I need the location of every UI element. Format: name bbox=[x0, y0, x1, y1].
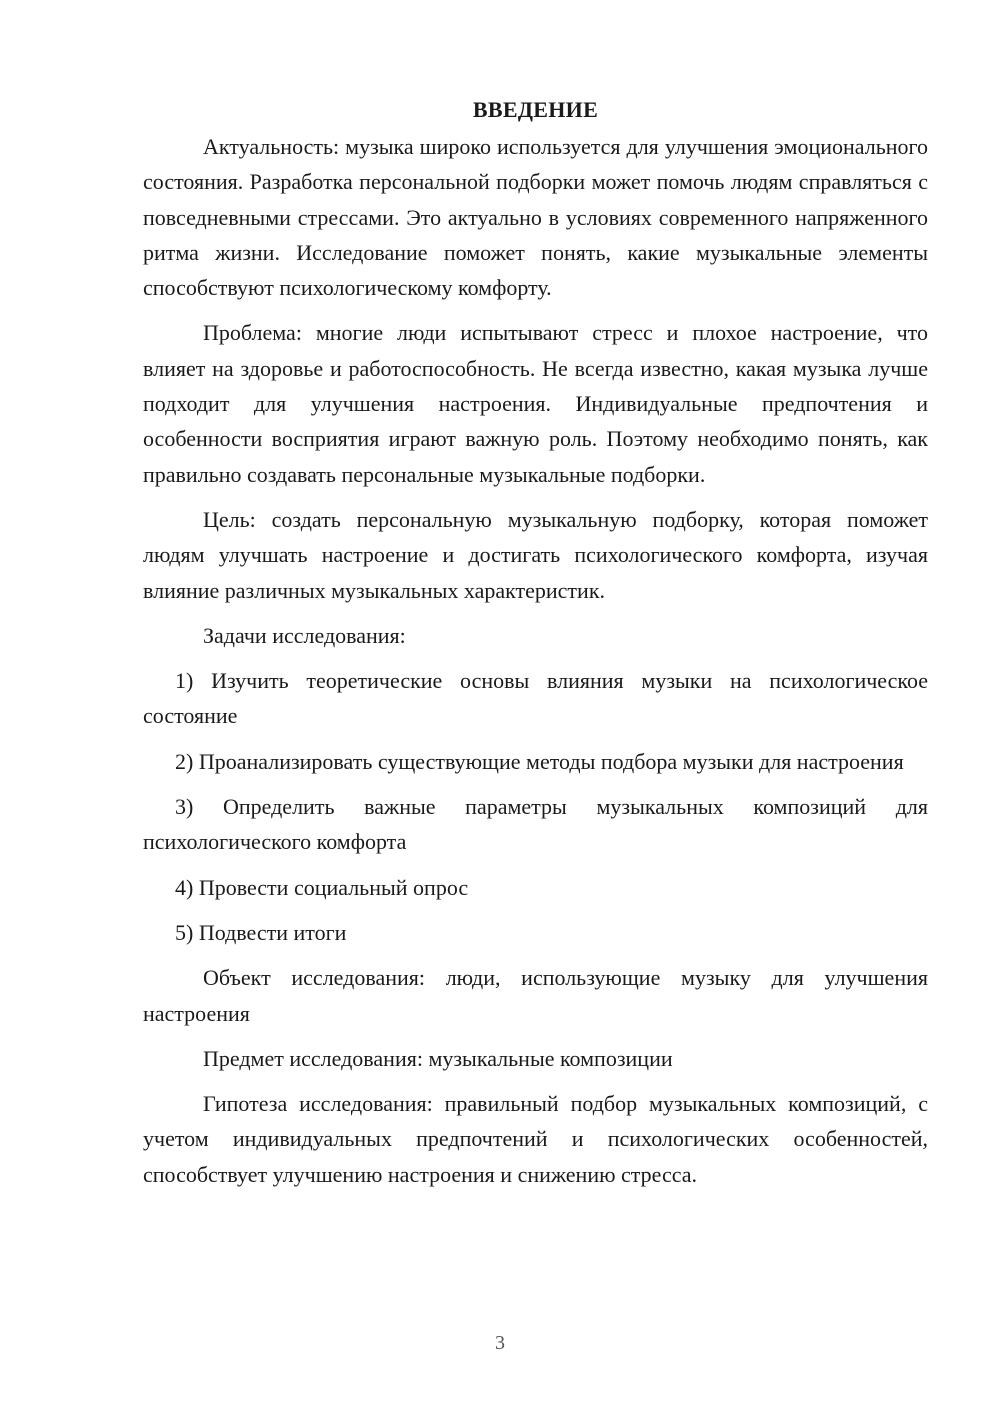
task-item-4: 4) Провести социальный опрос bbox=[175, 874, 469, 900]
task-item-5: 5) Подвести итоги bbox=[175, 919, 347, 945]
paragraph-hypothesis: Гипотеза исследования: правильный подбор музыкальных композиций, с учетом индивидуальных предпочтений и психологических особенностей, способствует улучшению настроения и снижению стресса. bbox=[143, 1091, 928, 1187]
paragraph-object: Объект исследования: люди, использующие музыку для улучшения настроения bbox=[143, 965, 928, 1026]
paragraph-goal: Цель: создать персональную музыкальную подборку, которая поможет людям улучшать настроение и достигать психологического комфорта, изучая влияние различных музыкальных характеристик. bbox=[143, 506, 928, 603]
paragraph-problem: Проблема: многие люди испытывают стресс и плохое настроение, что влияет на здоровье и работоспособность. Не всегда известно, какая музыка лучше подходит для улучшения настроения. Индивидуальные предпочтения и особенности восприятия играют важную роль. Поэтому необходимо понять, как правильно создавать персональные музыкальные подборки. bbox=[143, 320, 928, 487]
document-page bbox=[143, 92, 928, 1202]
paragraph-relevance: Актуальность: музыка широко используется для улучшения эмоционального состояния. Разработка персональной подборки может помочь людям справляться с повседневными стрессами. Это актуально в условиях современного напряженного ритма жизни. Исследование поможет понять, какие музыкальные элементы способствуют психологическому комфорту. bbox=[143, 134, 928, 301]
task-item-1: 1) Изучить теоретические основы влияния музыки на психологическое состояние bbox=[143, 668, 928, 729]
tasks-heading: Задачи исследования: bbox=[203, 622, 406, 648]
page-number: 3 bbox=[495, 1332, 505, 1354]
paragraph-subject: Предмет исследования: музыкальные композиции bbox=[203, 1045, 673, 1071]
page-title: ВВЕДЕНИЕ bbox=[472, 97, 599, 122]
task-item-2: 2) Проанализировать существующие методы подбора музыки для настроения bbox=[175, 748, 904, 774]
task-item-3: 3) Определить важные параметры музыкальных композиций для психологического комфорта bbox=[143, 794, 928, 855]
